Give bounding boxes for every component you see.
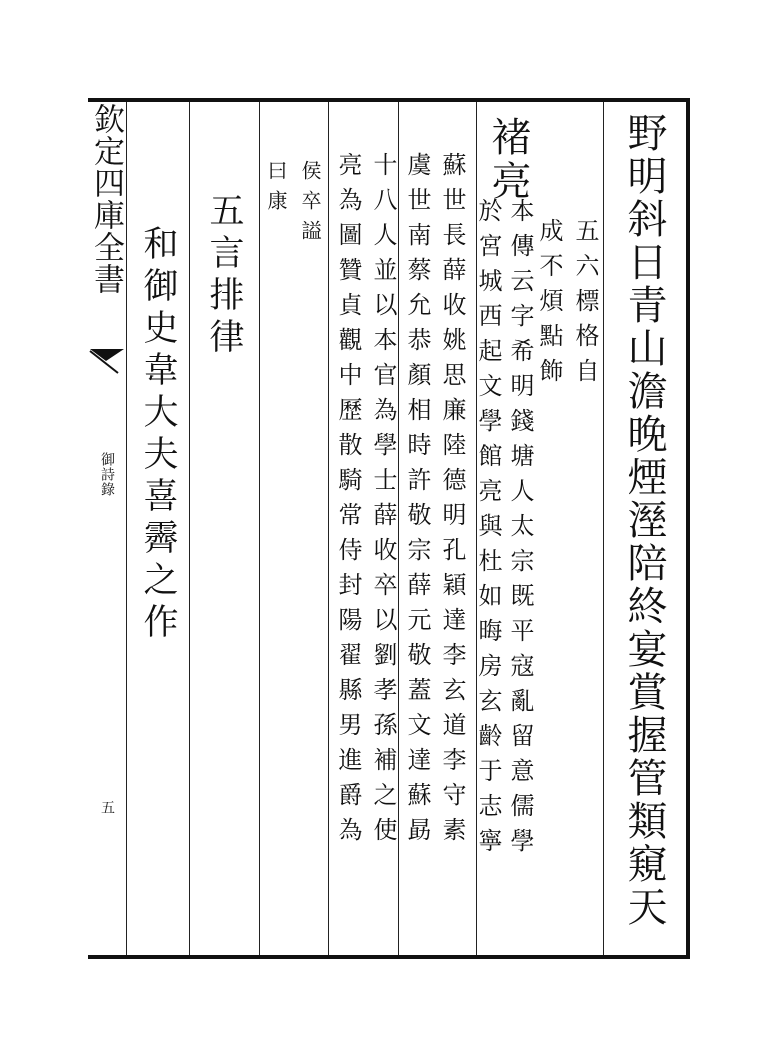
column-rule [126, 102, 127, 955]
frame-top-border [88, 98, 690, 102]
section-label-margin: 御詩錄 [99, 452, 115, 497]
author-name: 褚亮 [485, 116, 531, 204]
column-rule [398, 102, 399, 955]
frame-right-border [686, 98, 690, 959]
bio-note-line: 本傳云字希明錢塘人太宗既平寇亂留意儒學 [506, 198, 534, 863]
poem-title-column: 野明斜日青山澹晚煙溼陪終宴賞握管類窺天 [621, 112, 667, 929]
book-title-margin: 欽定四庫全書 [88, 103, 124, 295]
frame-bottom-border [88, 955, 690, 959]
commentary-line-2: 成不煩點飾 [535, 218, 563, 393]
bio-note-line: 十八人並以本官為學士薛收卒以劉孝孫補之使 [369, 152, 397, 852]
column-rule [189, 102, 190, 955]
bio-note-line: 曰康 [264, 160, 288, 220]
column-rule [603, 102, 604, 955]
column-rule [328, 102, 329, 955]
bio-note-line: 於宮城西起文學館亮與杜如晦房玄齡于志寧 [474, 198, 502, 863]
bio-note-line: 亮為圖贊貞觀中歷散騎常侍封陽翟縣男進爵為 [334, 152, 362, 852]
bio-note-line: 侯卒謚 [298, 160, 322, 250]
genre-heading: 五言排律 [204, 192, 244, 360]
bio-note-line: 蘇世長薛收姚思廉陸德明孔穎達李玄道李守素 [438, 152, 466, 852]
fish-tail-mark-icon [88, 345, 126, 375]
commentary-line-1: 五六標格自 [571, 218, 599, 393]
poem2-title: 和御史韋大夫喜霽之作 [138, 225, 178, 645]
page-number-margin: 五 [99, 800, 115, 815]
column-rule [259, 102, 260, 955]
bio-note-line: 虞世南蔡允恭顏相時許敬宗薛元敬蓋文達蘇勗 [403, 152, 431, 852]
